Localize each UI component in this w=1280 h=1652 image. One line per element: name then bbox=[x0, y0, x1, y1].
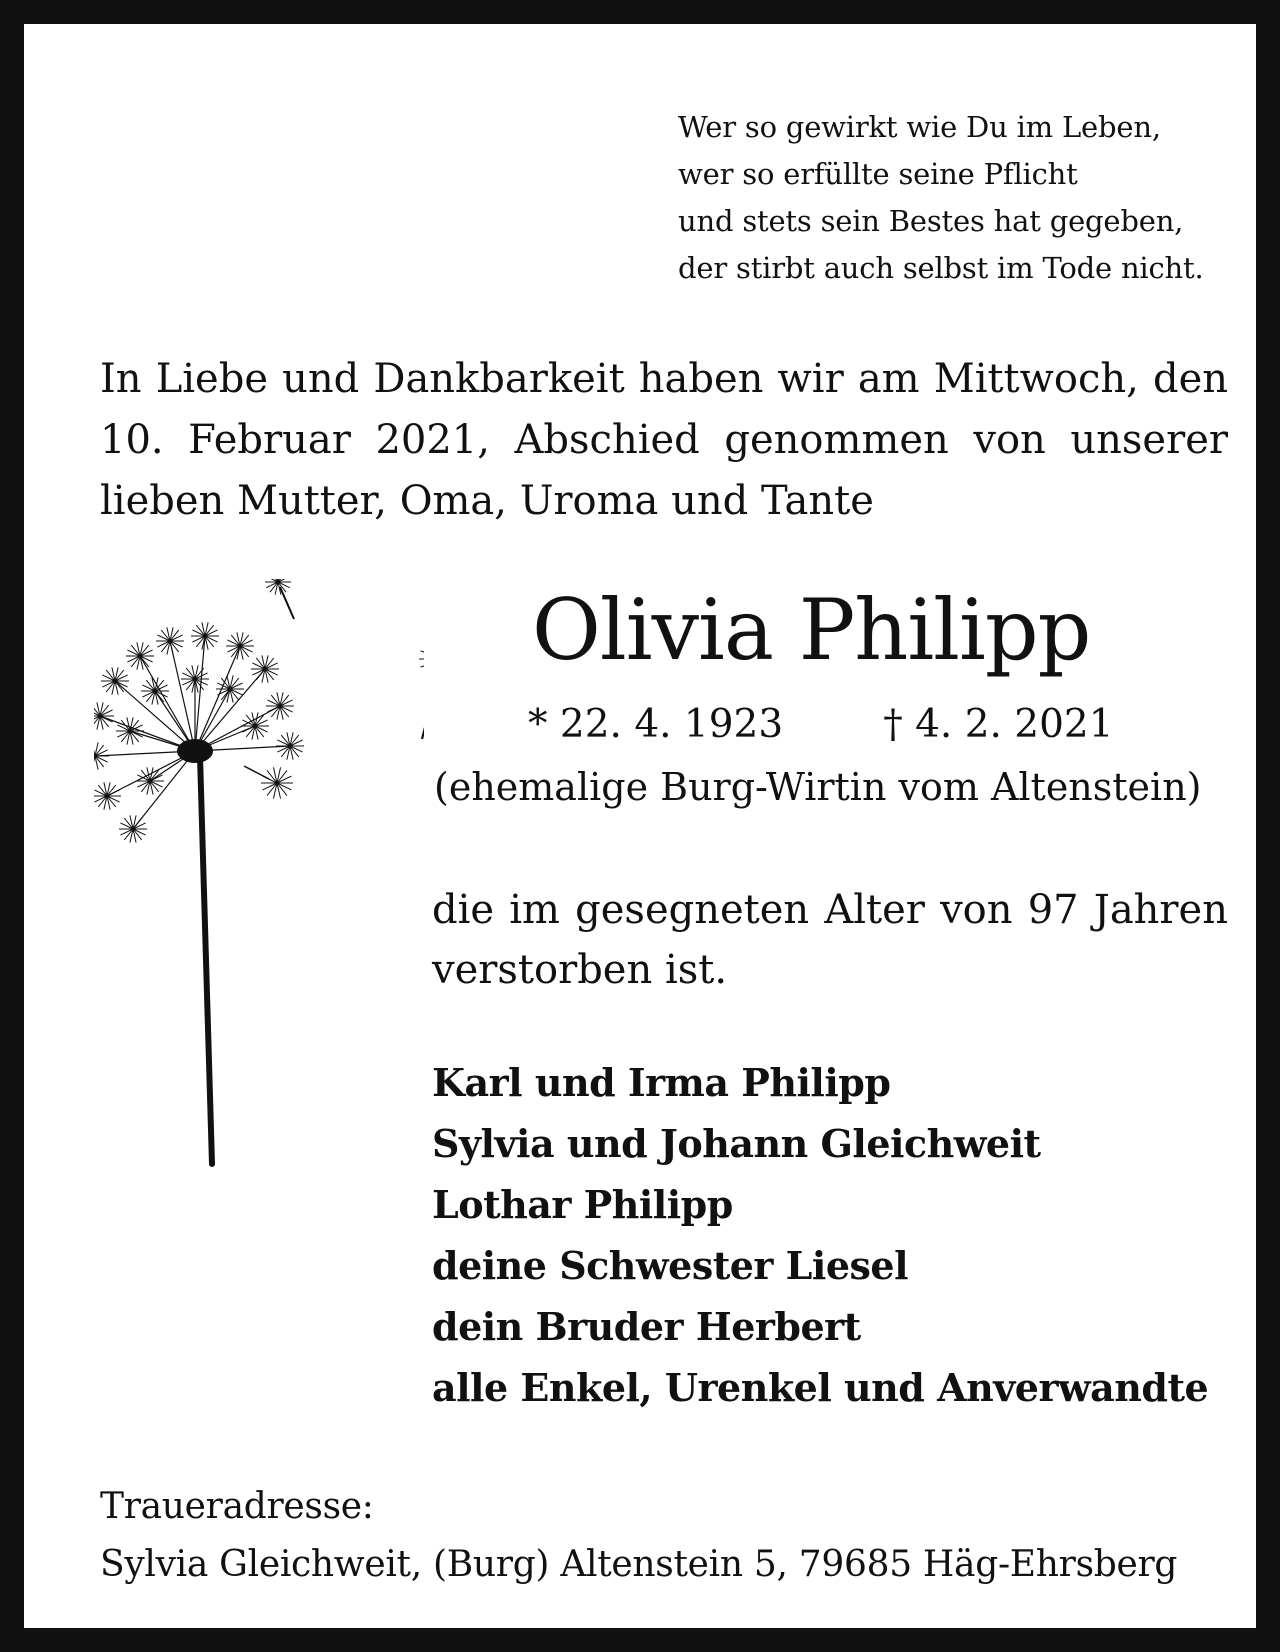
age-line: die im gesegneten Alter von 97 Jahren bbox=[432, 887, 1228, 933]
mourner: Karl und Irma Philipp bbox=[432, 1060, 891, 1105]
poem-line: und stets sein Bestes hat gegeben, bbox=[678, 204, 1184, 238]
poem-line: wer so erfüllte seine Pflicht bbox=[678, 157, 1078, 191]
intro-line: 10. Februar 2021, Abschied genommen von unserer bbox=[100, 417, 1228, 463]
former-role: (ehemalige Burg-Wirtin vom Altenstein) bbox=[434, 765, 1202, 809]
death-date: † 4. 2. 2021 bbox=[883, 702, 1114, 747]
address-value: Sylvia Gleichweit, (Burg) Altenstein 5, 79685 Häg-Ehrsberg bbox=[100, 1544, 1178, 1585]
age-text bbox=[432, 880, 1228, 1000]
poem bbox=[678, 104, 1204, 292]
birth-date: * 22. 4. 1923 bbox=[528, 702, 784, 747]
deceased-name: Olivia Philipp bbox=[532, 581, 1091, 679]
dandelion-icon bbox=[94, 579, 424, 1169]
mourner: Sylvia und Johann Gleichweit bbox=[432, 1121, 1041, 1166]
intro-line: In Liebe und Dankbarkeit haben wir am Mittwoch, den bbox=[100, 356, 1228, 402]
intro-text bbox=[100, 349, 1228, 532]
mourner: Lothar Philipp bbox=[432, 1182, 733, 1227]
life-dates bbox=[528, 700, 1114, 750]
mourning-address bbox=[100, 1478, 1177, 1594]
mourner: alle Enkel, Urenkel und Anverwandte bbox=[432, 1365, 1209, 1410]
poem-line: der stirbt auch selbst im Tode nicht. bbox=[678, 251, 1204, 285]
address-label: Traueradresse: bbox=[100, 1486, 374, 1527]
poem-line: Wer so gewirkt wie Du im Leben, bbox=[678, 110, 1161, 144]
mourner: deine Schwester Liesel bbox=[432, 1243, 909, 1288]
mourners-list bbox=[432, 1052, 1208, 1418]
mourner: dein Bruder Herbert bbox=[432, 1304, 861, 1349]
intro-line: lieben Mutter, Oma, Uroma und Tante bbox=[100, 478, 874, 524]
age-line: verstorben ist. bbox=[432, 947, 728, 993]
